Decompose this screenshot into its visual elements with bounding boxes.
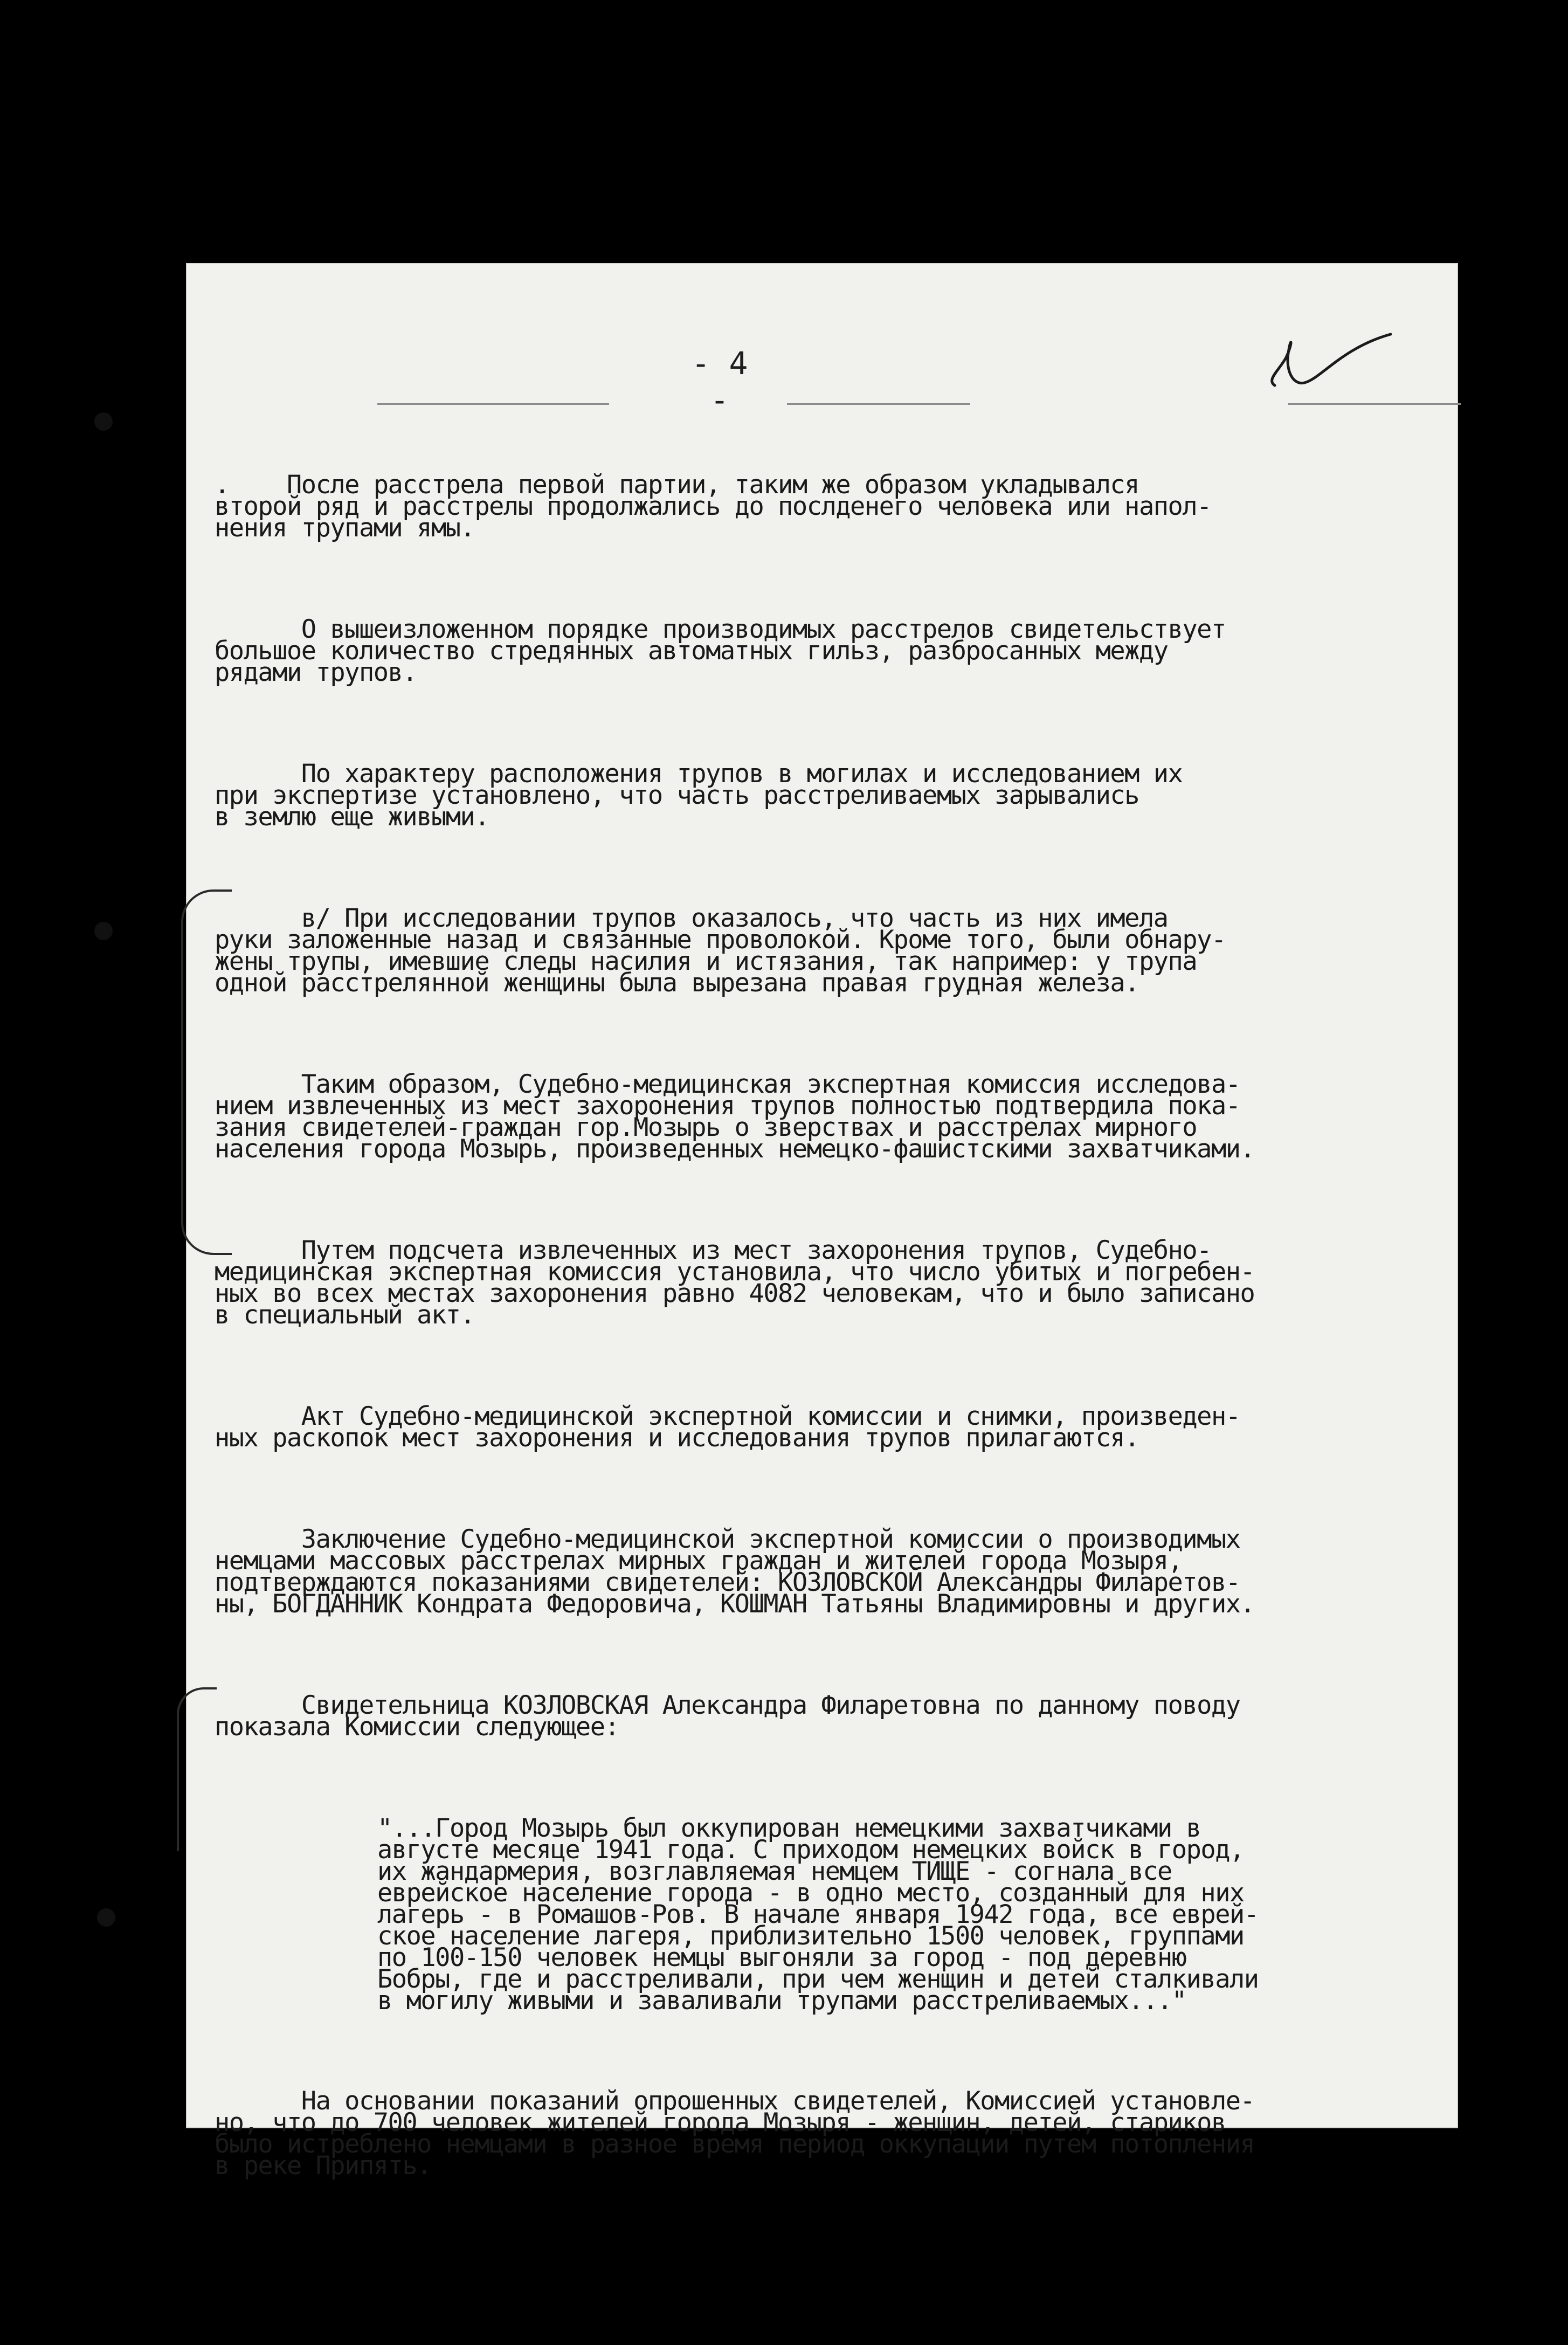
margin-bracket	[177, 1687, 217, 1851]
paragraph: Таким образом, Судебно-медицинская экспертная комиссия исследова- нием извлеченных из мест захоронения трупов полностью подтвердила пока- зания свидетелей-граждан гор.Мозырь о зверствах и расстрелах мирного населения города Мозырь, произведенных немецко-фашистскими захватчиками.	[215, 1070, 1255, 1164]
punch-hole	[97, 1908, 115, 1927]
paragraph: Свидетельница КОЗЛОВСКАЯ Александра Филаретовна по данному поводу показала Комиссии следующее:	[215, 1691, 1240, 1742]
header-rule-left	[377, 403, 609, 405]
punch-hole	[94, 922, 113, 940]
page-number: - 4 -	[691, 345, 748, 418]
paragraph: Заключение Судебно-медицинской экспертной комиссии о производимых немцами массовых расстрелах мирных граждан и жителей города Мозыря, подтверждаются показаниями свидетелей: КОЗЛОВСКОЙ Александры Филаретов- ны, БОГДАННИК Кондрата Федоровича, КОШМАН Татьяны Владимировны и других.	[215, 1525, 1255, 1619]
paragraph: Путем подсчета извлеченных из мест захоронения трупов, Судебно- медицинская экспертная комиссия установила, что число убитых и погребен- ных во всех местах захоронения равно 4082 человекам, что и было записано в специальный акт.	[215, 1236, 1255, 1330]
document-body	[215, 431, 1443, 2235]
paragraph: в/ При исследовании трупов оказалось, что часть из них имела руки заложенные назад и связанные проволокой. Кроме того, были обнару- жены трупы, имевшие следы насилия и истязания, так например: у трупа одной расстрелянной женщины была вырезана правая грудная железа.	[215, 903, 1226, 998]
punch-hole	[94, 412, 113, 431]
paragraph: Акт Судебно-медицинской экспертной комиссии и снимки, произведен- ных раскопок мест захоронения и исследования трупов прилагаются.	[215, 1402, 1240, 1453]
closing-paragraph: На основании показаний опрошенных свидетелей, Комиссией установле- но, что до 700 человек жителей города Мозыря - женщин, детей, стариков было истреблено немцами в разное время период оккупации путем потопления в реке Припять.	[215, 2086, 1255, 2181]
witness-quote: "...Город Мозырь был оккупирован немецкими захватчиками в августе месяце 1941 года. С приходом немецких войск в город, их жандармерия, возглавляемая немцем ТИЩЕ - согнала все еврейское население города - в одно место, созданный для них лагерь - в Ромашов-Ров. В начале января 1942 года, все еврей- ское население лагеря, приблизительно 1500 человек, группами по 100-150 человек немцы выгоняли за город - под деревню Бобры, где и расстреливали, при чем женщин и детей сталкивали в могилу живыми и заваливали трупами расстреливаемых..."	[377, 1813, 1259, 2016]
header-rule-right	[1288, 403, 1461, 405]
paragraph: . После расстрела первой партии, таким же образом укладывался второй ряд и расстрелы продолжались до послденего человека или напол- нения трупами ямы.	[215, 470, 1211, 543]
paragraph: О вышеизложенном порядке производимых расстрелов свидетельствует большое количество стредянных автоматных гильз, разбросанных между рядами трупов.	[215, 615, 1226, 687]
paragraph: По характеру расположения трупов в могилах и исследованием их при экспертизе установлено, что часть расстреливаемых зарывались в землю еще живыми.	[215, 759, 1183, 832]
handwritten-mark-icon	[1256, 321, 1401, 396]
header-rule-middle	[787, 403, 970, 405]
